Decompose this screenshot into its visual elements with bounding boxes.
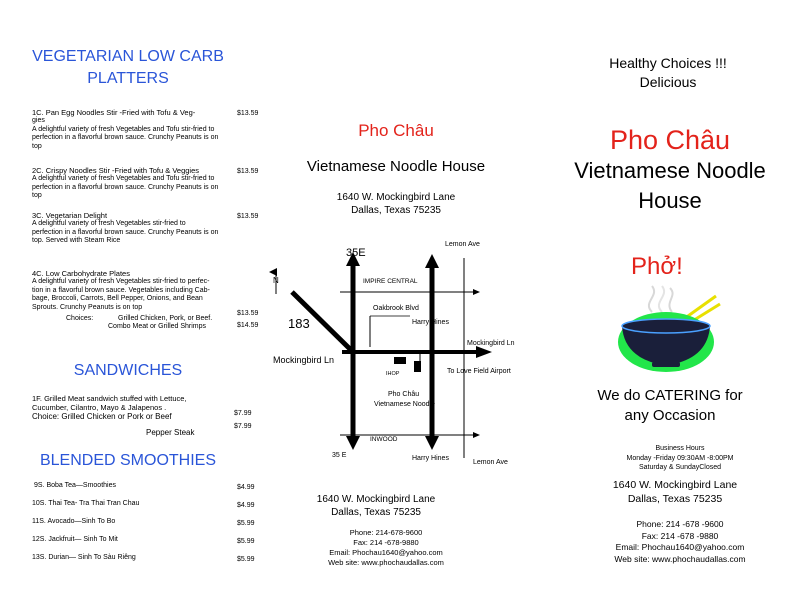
map-north: N [273,276,279,285]
menu-item-2c: 2C. Crispy Noodles Stir -Fried with Tofu & Veggies A delightful variety of fresh Vegetables and Tofu stir-fried to perfection in a flavorful brown sauce. Crunchy Peanuts is on top [32,166,219,200]
smoothie-4-price: $5.99 [237,538,255,545]
sandwich-alt: Pepper Steak [146,428,195,437]
middle-address-2: 1640 W. Mockingbird Lane Dallas, Texas 75235 [316,494,436,518]
price-2c: $13.59 [237,168,259,175]
smoothie-1: 9S. Boba Tea—Smoothies [34,482,116,489]
middle-contact: Phone: 214-678-9600 Fax: 214 -678-9880 Email: Phochau1640@yahoo.com Web site: www.phochaudallas.com [328,528,444,567]
arrow-mockingbird [476,346,492,358]
middle-subtitle: Vietnamese Noodle House [306,158,486,175]
map-vnh: Vietnamese Noodle [374,401,435,408]
map-love-field: To Love Field Airport [447,368,511,375]
map-inwood: INWOOD [370,436,398,443]
map-mockingbird-left: Mockingbird Ln [273,355,335,365]
business-hours: Business Hours Monday -Friday 09:30AM -8:00PM Saturday & SundayClosed [626,445,734,471]
map-183: 183 [288,316,310,331]
price-4c-b: $14.59 [237,322,259,329]
menu-item-1c: 1C. Pan Egg Noodles Stir -Fried with Tofu & Veg- gies A delightful variety of fresh Vegetables and Tofu stir-fried to perfection in a flavorful brown sauce. Crunchy Peanuts is on top [32,108,219,150]
pho-chau-marker [414,361,421,372]
veg-title: VEGETARIAN LOW CARB PLATTERS [32,48,224,87]
right-contact: Phone: 214 -678 -9600 Fax: 214 -678 -9880 Email: Phochau1640@yahoo.com Web site: www.phochaudallas.com [614,519,746,564]
smoothie-2-price: $4.99 [237,502,255,509]
ihop-marker [394,357,406,364]
choice-line-2: Combo Meat or Grilled Shrimps [108,323,207,330]
price-1f-b: $7.99 [234,423,252,430]
map-lemon-top: Lemon Ave [445,241,480,248]
right-address: 1640 W. Mockingbird Lane Dallas, Texas 75235 [612,479,738,505]
tagline: Healthy Choices !!! Delicious [609,55,727,90]
map-35e-top: 35E [346,247,366,259]
price-1f-a: $7.99 [234,410,252,417]
smoothie-4: 12S. Jackfruit— Sinh To Mit [32,536,118,543]
smoothie-1-price: $4.99 [237,484,255,491]
sandwich-title: SANDWICHES [73,362,183,379]
arrow-harry-top [425,254,439,268]
price-3c: $13.59 [237,213,259,220]
smoothie-title: BLENDED SMOOTHIES [39,452,217,469]
catering: We do CATERING for any Occasion [597,387,743,424]
smoothie-2: 10S. Thai Tea- Tra Thai Tran Chau [32,500,140,507]
choices-label: Choices: [66,315,94,322]
map-35e-bottom: 35 E [332,452,347,459]
pho-logo-text: Phở! [631,253,683,280]
pho-bowl-icon [612,282,724,374]
arrow-harry-bottom [425,436,439,450]
middle-address: 1640 W. Mockingbird Lane Dallas, Texas 75235 [336,192,456,216]
smoothie-5: 13S. Durian— Sinh To Sàu Riêng [32,554,136,561]
smoothie-3: 11S. Avocado—Sinh To Bo [32,518,116,525]
right-brand: Pho Châu [609,125,731,155]
map-impire: IMPIRE CENTRAL [363,278,418,285]
map-pho-chau: Pho Châu [388,391,420,398]
choice-line-1: Grilled Chicken, Pork, or Beef. [118,315,213,322]
price-1c: $13.59 [237,110,259,117]
right-subtitle: Vietnamese Noodle House [574,158,766,213]
price-4c-a: $13.59 [237,310,259,317]
map-ihop: IHOP [386,371,400,377]
smoothie-3-price: $5.99 [237,520,255,527]
map-harry-bottom: Harry Hines [412,455,449,462]
map-oakbrook: Oakbrook Blvd [373,305,419,312]
menu-item-3c: 3C. Vegetarian Delight A delightful variety of fresh Vegetables stir-fried to perfection in a flavorful brown sauce. Crunchy Peanuts is on top. Served with Steam Rice [32,211,219,245]
map-lemon-bottom: Lemon Ave [473,459,508,466]
menu-item-4c: 4C. Low Carbohydrate Plates A delightful variety of fresh Vegetables stir-fried to perfec- tion in a flavorful brown sauce. Vegetables including Cab- bage, Broccoli, Carrots, Bell Pepper, Onions, and Bean Sprouts. Crunchy Peanuts is on top [32,269,210,311]
middle-brand: Pho Châu [358,121,434,140]
sandwich-item: 1F. Grilled Meat sandwich stuffed with Lettuce, Cucumber, Cilantro, Mayo & Jalapenos . Choice: Grilled Chicken or Pork or Beef [32,394,187,421]
arrow-35e-bottom [346,436,360,450]
smoothie-5-price: $5.99 [237,556,255,563]
map-harry-top: Harry Hines [412,319,449,326]
map-mockingbird-right: Mockingbird Ln [467,340,515,347]
